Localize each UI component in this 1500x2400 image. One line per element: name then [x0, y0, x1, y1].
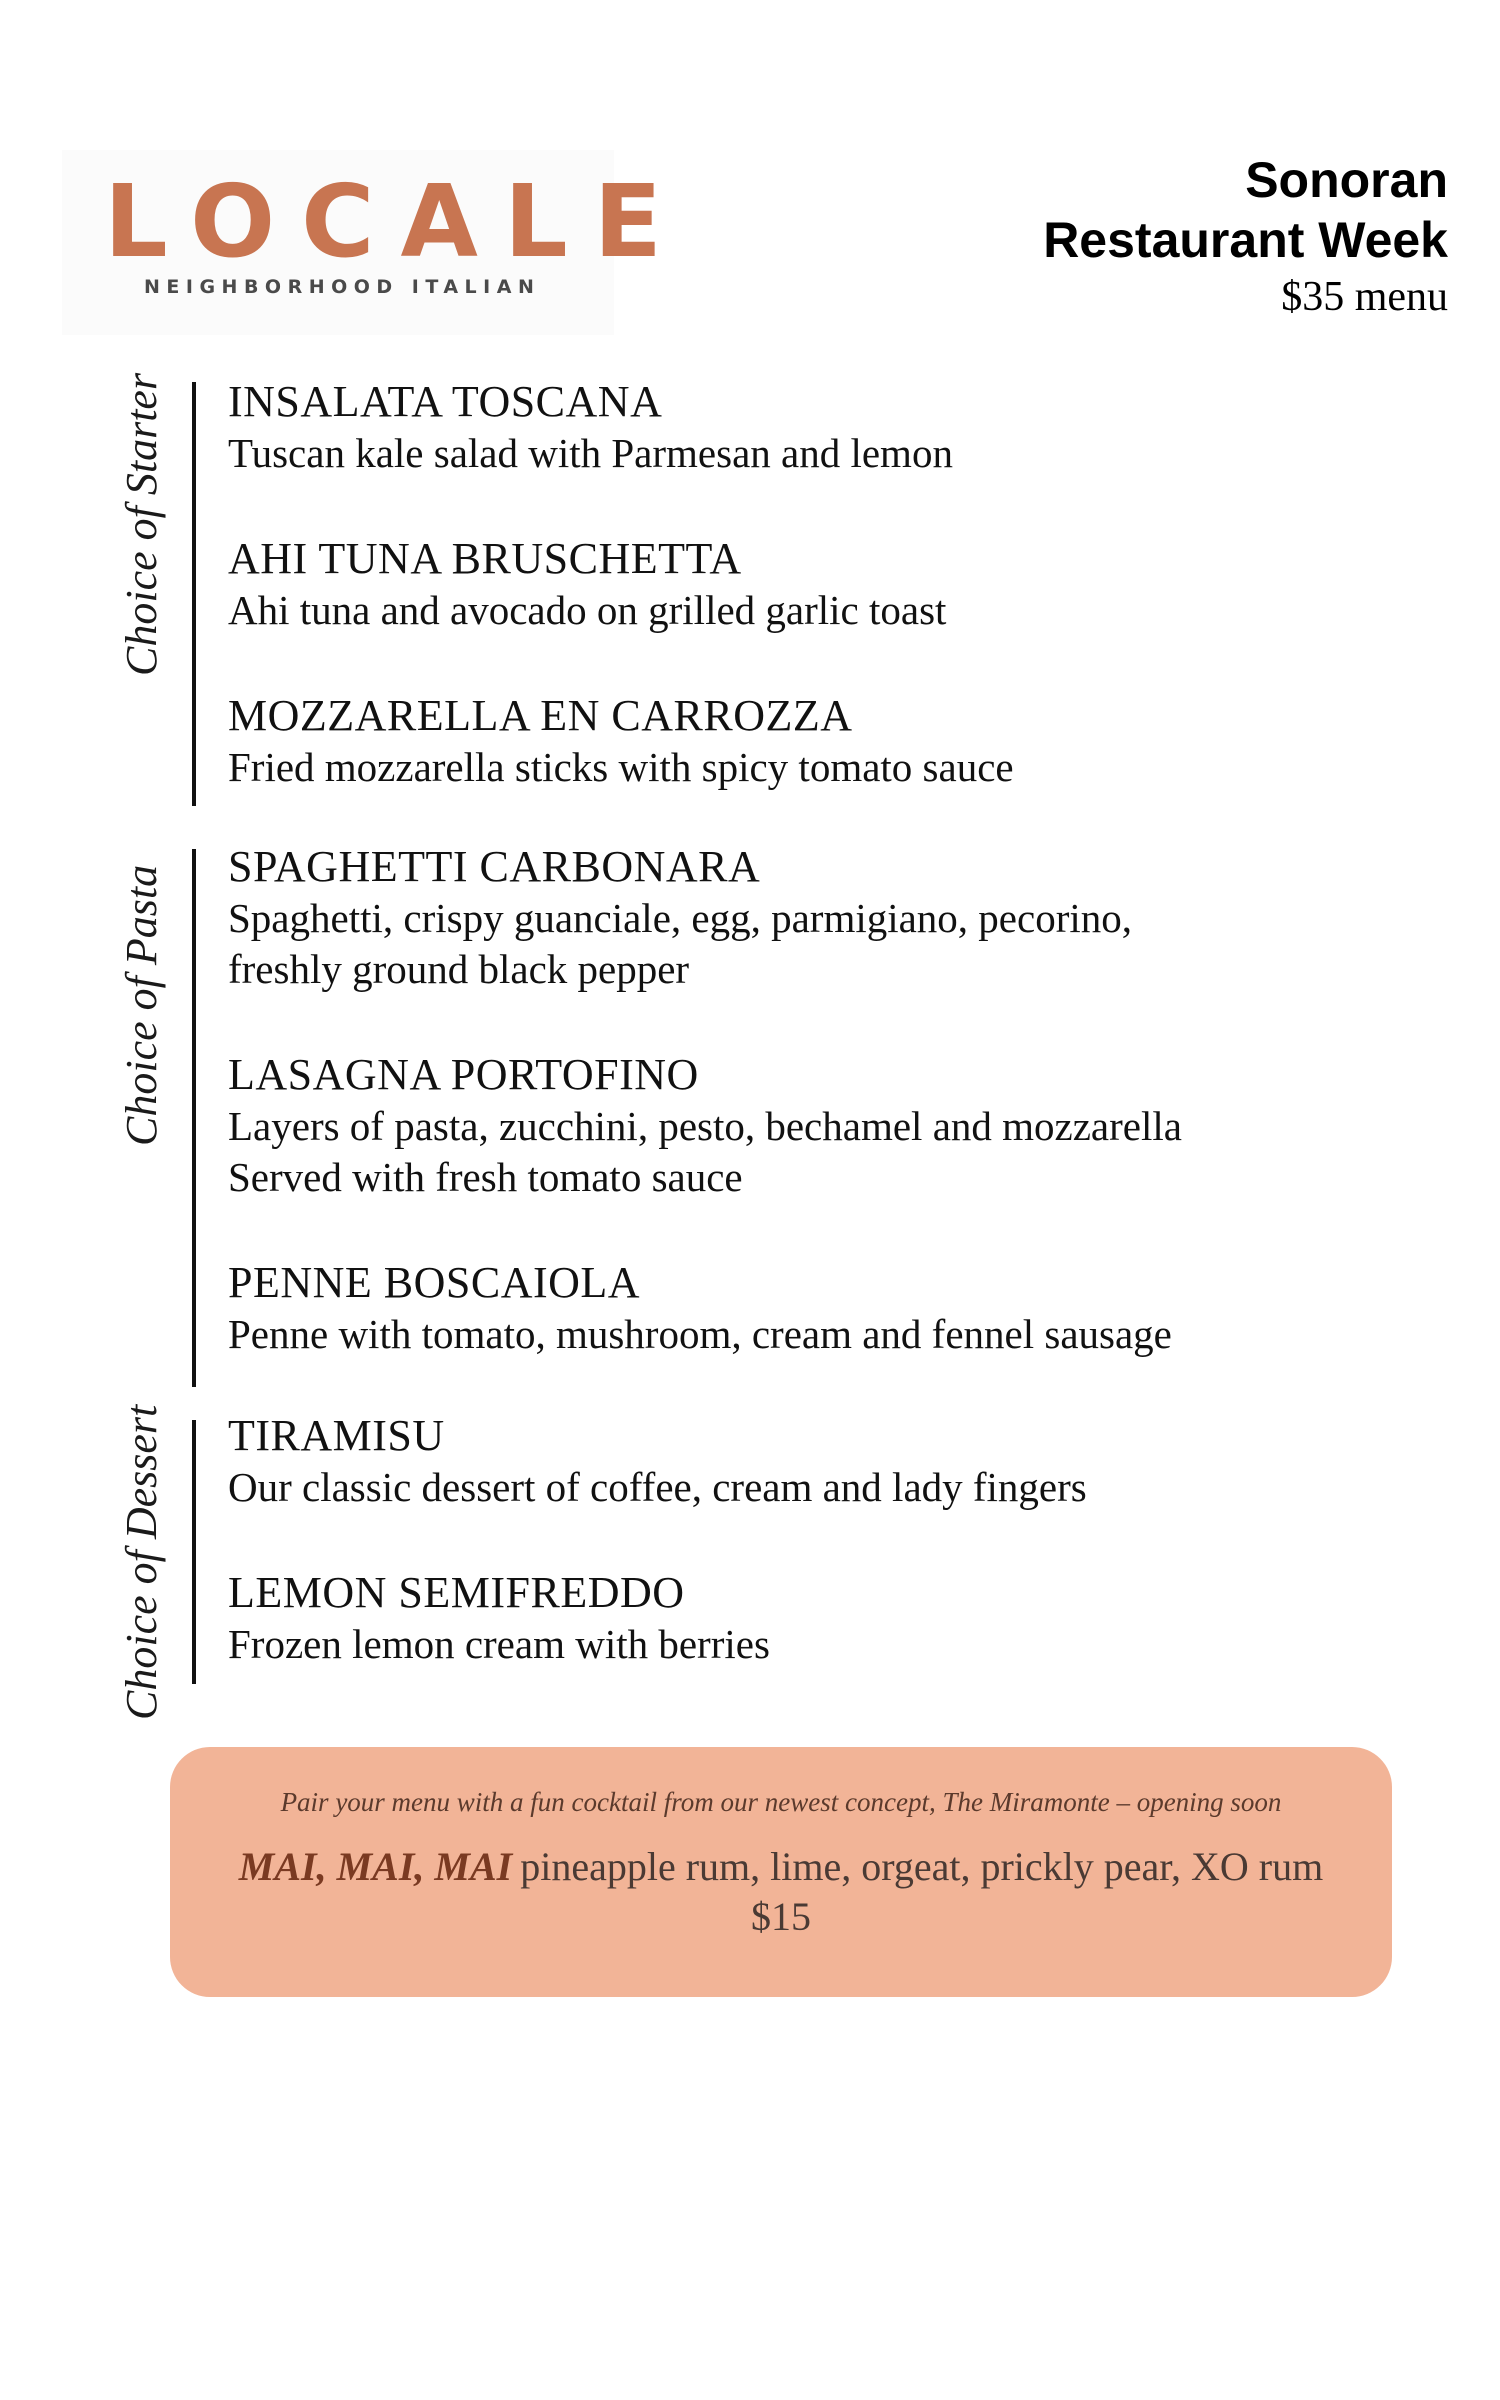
item-name: LEMON SEMIFREDDO — [228, 1568, 685, 1617]
menu-item — [228, 376, 1428, 479]
item-name: MOZZARELLA EN CARROZZA — [228, 691, 853, 740]
section-starter — [0, 372, 1500, 806]
section-label-dessert: Choice of Dessert — [117, 1404, 166, 1720]
header-title-line1: Sonoran — [1245, 152, 1448, 208]
item-name: PENNE BOSCAIOLA — [228, 1258, 641, 1307]
item-description: Spaghetti, crispy guanciale, egg, parmigiano, pecorino, — [228, 895, 1133, 941]
dessert-items — [228, 1410, 1428, 1724]
section-divider-pasta — [192, 849, 196, 1387]
cocktail-description: pineapple rum, lime, orgeat, prickly pear, XO rum — [520, 1844, 1324, 1889]
item-description: Layers of pasta, zucchini, pesto, bechamel and mozzarella — [228, 1103, 1182, 1149]
menu-item — [228, 690, 1428, 793]
menu-item — [228, 1567, 1428, 1670]
item-description: Our classic dessert of coffee, cream and lady fingers — [228, 1464, 1087, 1510]
logo-wordmark: LOCALE — [104, 163, 688, 280]
item-description: Frozen lemon cream with berries — [228, 1621, 770, 1667]
section-pasta — [0, 841, 1500, 1381]
promo-intro: Pair your menu with a fun cocktail from our newest concept, The Miramonte – opening soon — [280, 1787, 1282, 1817]
item-description: Penne with tomato, mushroom, cream and fennel sausage — [228, 1311, 1172, 1357]
header-price: $35 menu — [1281, 274, 1448, 320]
item-description: freshly ground black pepper — [228, 946, 690, 992]
item-name: AHI TUNA BRUSCHETTA — [228, 534, 742, 583]
item-name: INSALATA TOSCANA — [228, 377, 663, 426]
starter-items — [228, 376, 1428, 847]
menu-item — [228, 1410, 1428, 1513]
cocktail-name: MAI, MAI, MAI — [238, 1844, 513, 1889]
cocktail-promo-box — [170, 1747, 1392, 1997]
menu-item — [228, 1257, 1428, 1360]
item-name: LASAGNA PORTOFINO — [228, 1050, 699, 1099]
restaurant-logo — [62, 150, 688, 335]
item-description: Tuscan kale salad with Parmesan and lemon — [228, 430, 953, 476]
item-description: Ahi tuna and avocado on grilled garlic toast — [228, 587, 947, 633]
menu-item — [228, 841, 1428, 995]
item-name: TIRAMISU — [228, 1411, 445, 1460]
section-divider-dessert — [192, 1420, 196, 1684]
promo-cocktail-line — [170, 1843, 1392, 1891]
item-description: Fried mozzarella sticks with spicy tomato sauce — [228, 744, 1014, 790]
cocktail-price: $15 — [751, 1894, 811, 1939]
menu-item — [228, 533, 1428, 636]
menu-header — [1043, 150, 1448, 324]
item-name: SPAGHETTI CARBONARA — [228, 842, 761, 891]
logo-subtitle: NEIGHBORHOOD ITALIAN — [144, 276, 541, 298]
menu-item — [228, 1049, 1428, 1203]
pasta-items — [228, 841, 1428, 1414]
section-label-pasta: Choice of Pasta — [117, 864, 166, 1146]
item-description: Served with fresh tomato sauce — [228, 1154, 743, 1200]
section-label-starter: Choice of Starter — [117, 372, 166, 676]
section-divider-starter — [192, 382, 196, 806]
header-title-line2: Restaurant Week — [1043, 212, 1448, 268]
section-dessert — [0, 1404, 1500, 1720]
